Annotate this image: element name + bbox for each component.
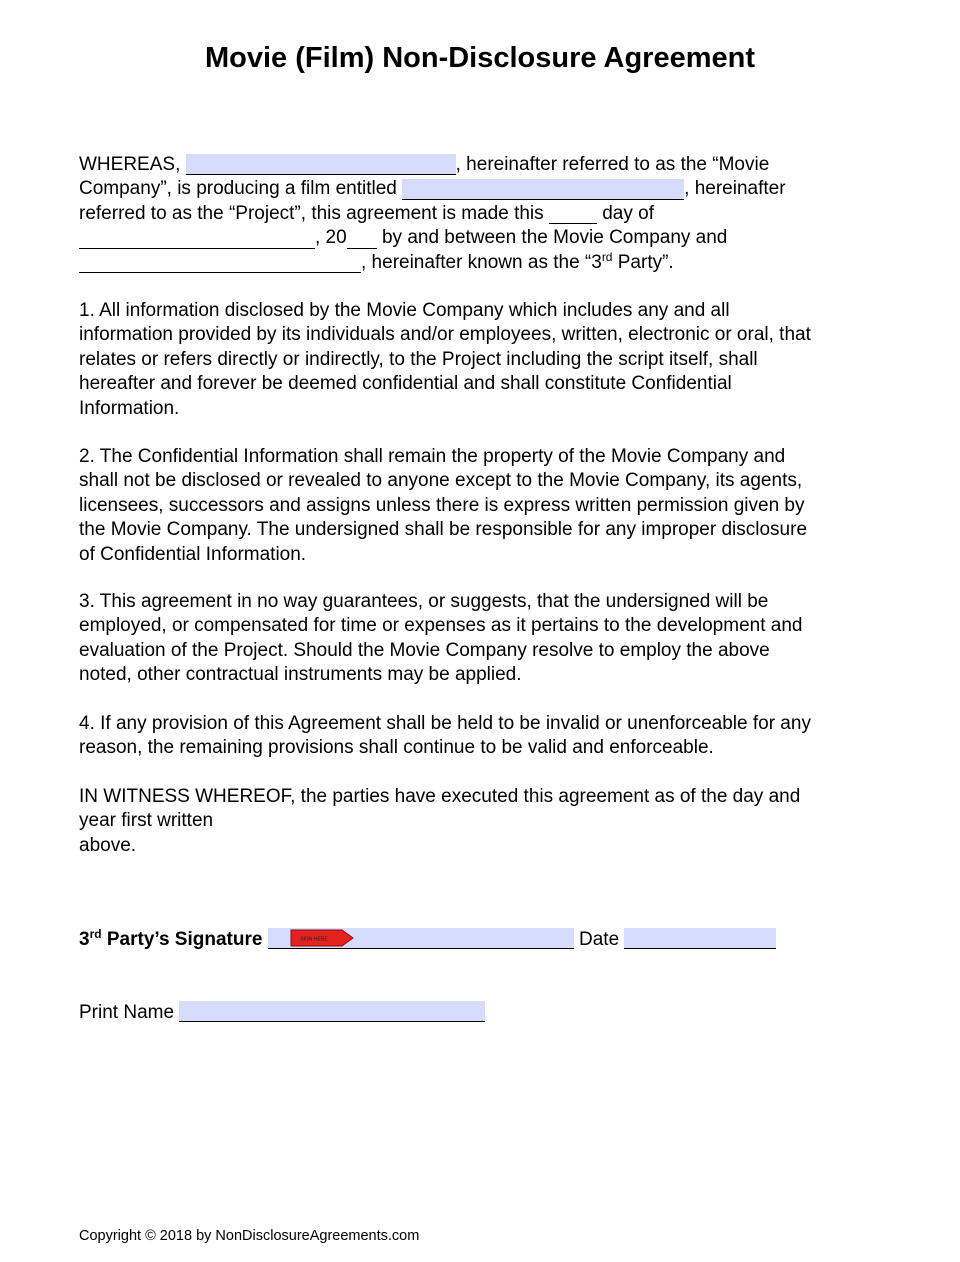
clause-2: [79, 445, 909, 567]
clause-line: year first written: [79, 810, 214, 832]
witness-paragraph: [79, 785, 909, 858]
clause-1: [79, 299, 909, 421]
print-name-label: Print Name: [79, 1002, 180, 1023]
film-title-field[interactable]: [402, 179, 684, 200]
intro-text: , 20: [315, 227, 347, 249]
clause-line: licensees, successors and assigns unless there is express written permission given by: [79, 494, 805, 516]
signature-label: 3rd Party’s Signature: [79, 927, 268, 950]
document-title: Movie (Film) Non-Disclosure Agreement: [204, 42, 755, 74]
year-field[interactable]: [347, 228, 377, 249]
intro-text: by and between the Movie Company and: [376, 227, 728, 249]
clause-line: shall not be disclosed or revealed to anyone except to the Movie Company, its agents,: [79, 470, 803, 492]
clause-line: reason, the remaining provisions shall continue to be valid and enforceable.: [79, 737, 714, 759]
clause-3: [79, 590, 909, 688]
month-field[interactable]: [79, 228, 315, 249]
intro-text: WHEREAS,: [79, 154, 186, 175]
sign-here-arrow-icon[interactable]: [290, 929, 354, 947]
clause-line: IN WITNESS WHEREOF, the parties have executed this agreement as of the day and: [79, 786, 801, 807]
intro-text: day of: [596, 202, 654, 224]
clause-line: hereafter and forever be deemed confidential and shall constitute Confidential: [79, 373, 732, 395]
intro-paragraph: [79, 153, 909, 275]
clause-line: above.: [79, 834, 137, 856]
sign-here-text: SIGN HERE: [300, 936, 328, 943]
intro-text: , hereinafter referred to as the “Movie: [455, 154, 770, 175]
clause-line: of Confidential Information.: [79, 543, 307, 565]
clause-line: 4. If any provision of this Agreement shall be held to be invalid or unenforceable for any: [79, 713, 811, 734]
copyright-footer: Copyright © 2018 by NonDisclosureAgreements.com: [79, 1228, 420, 1244]
clause-line: relates or refers directly or indirectly, to the Project including the script itself, shall: [79, 348, 758, 370]
intro-text: referred to as the “Project”, this agreement is made this: [79, 202, 549, 224]
date-label: Date: [573, 929, 625, 950]
day-field[interactable]: [549, 203, 597, 224]
print-name-row: [79, 1001, 485, 1024]
clause-line: evaluation of the Project. Should the Movie Company resolve to employ the above: [79, 639, 770, 661]
superscript: rd: [601, 249, 613, 264]
clause-line: information provided by its individuals and/or employees, written, electronic or oral, that: [79, 324, 811, 346]
clause-line: noted, other contractual instruments may be applied.: [79, 664, 522, 686]
third-party-name-field[interactable]: [79, 252, 361, 273]
clause-line: 2. The Confidential Information shall remain the property of the Movie Company and: [79, 446, 786, 467]
clause-line: Information.: [79, 397, 180, 419]
clause-line: 3. This agreement in no way guarantees, or suggests, that the undersigned will be: [79, 591, 769, 612]
print-name-field[interactable]: [179, 1001, 485, 1022]
signature-row: [79, 928, 776, 956]
clause-line: employed, or compensated for time or expenses as it pertains to the development and: [79, 615, 803, 637]
intro-text: Party”.: [612, 251, 674, 273]
clause-line: 1. All information disclosed by the Movie Company which includes any and all: [79, 300, 730, 321]
clause-4: [79, 712, 909, 761]
intro-text: , hereinafter known as the “3: [361, 251, 602, 273]
intro-text: Company”, is producing a film entitled: [79, 178, 403, 200]
movie-company-field[interactable]: [186, 154, 456, 175]
clause-line: the Movie Company. The undersigned shall be responsible for any improper disclosure: [79, 519, 808, 541]
date-field[interactable]: [624, 928, 776, 949]
intro-text: , hereinafter: [684, 178, 786, 200]
